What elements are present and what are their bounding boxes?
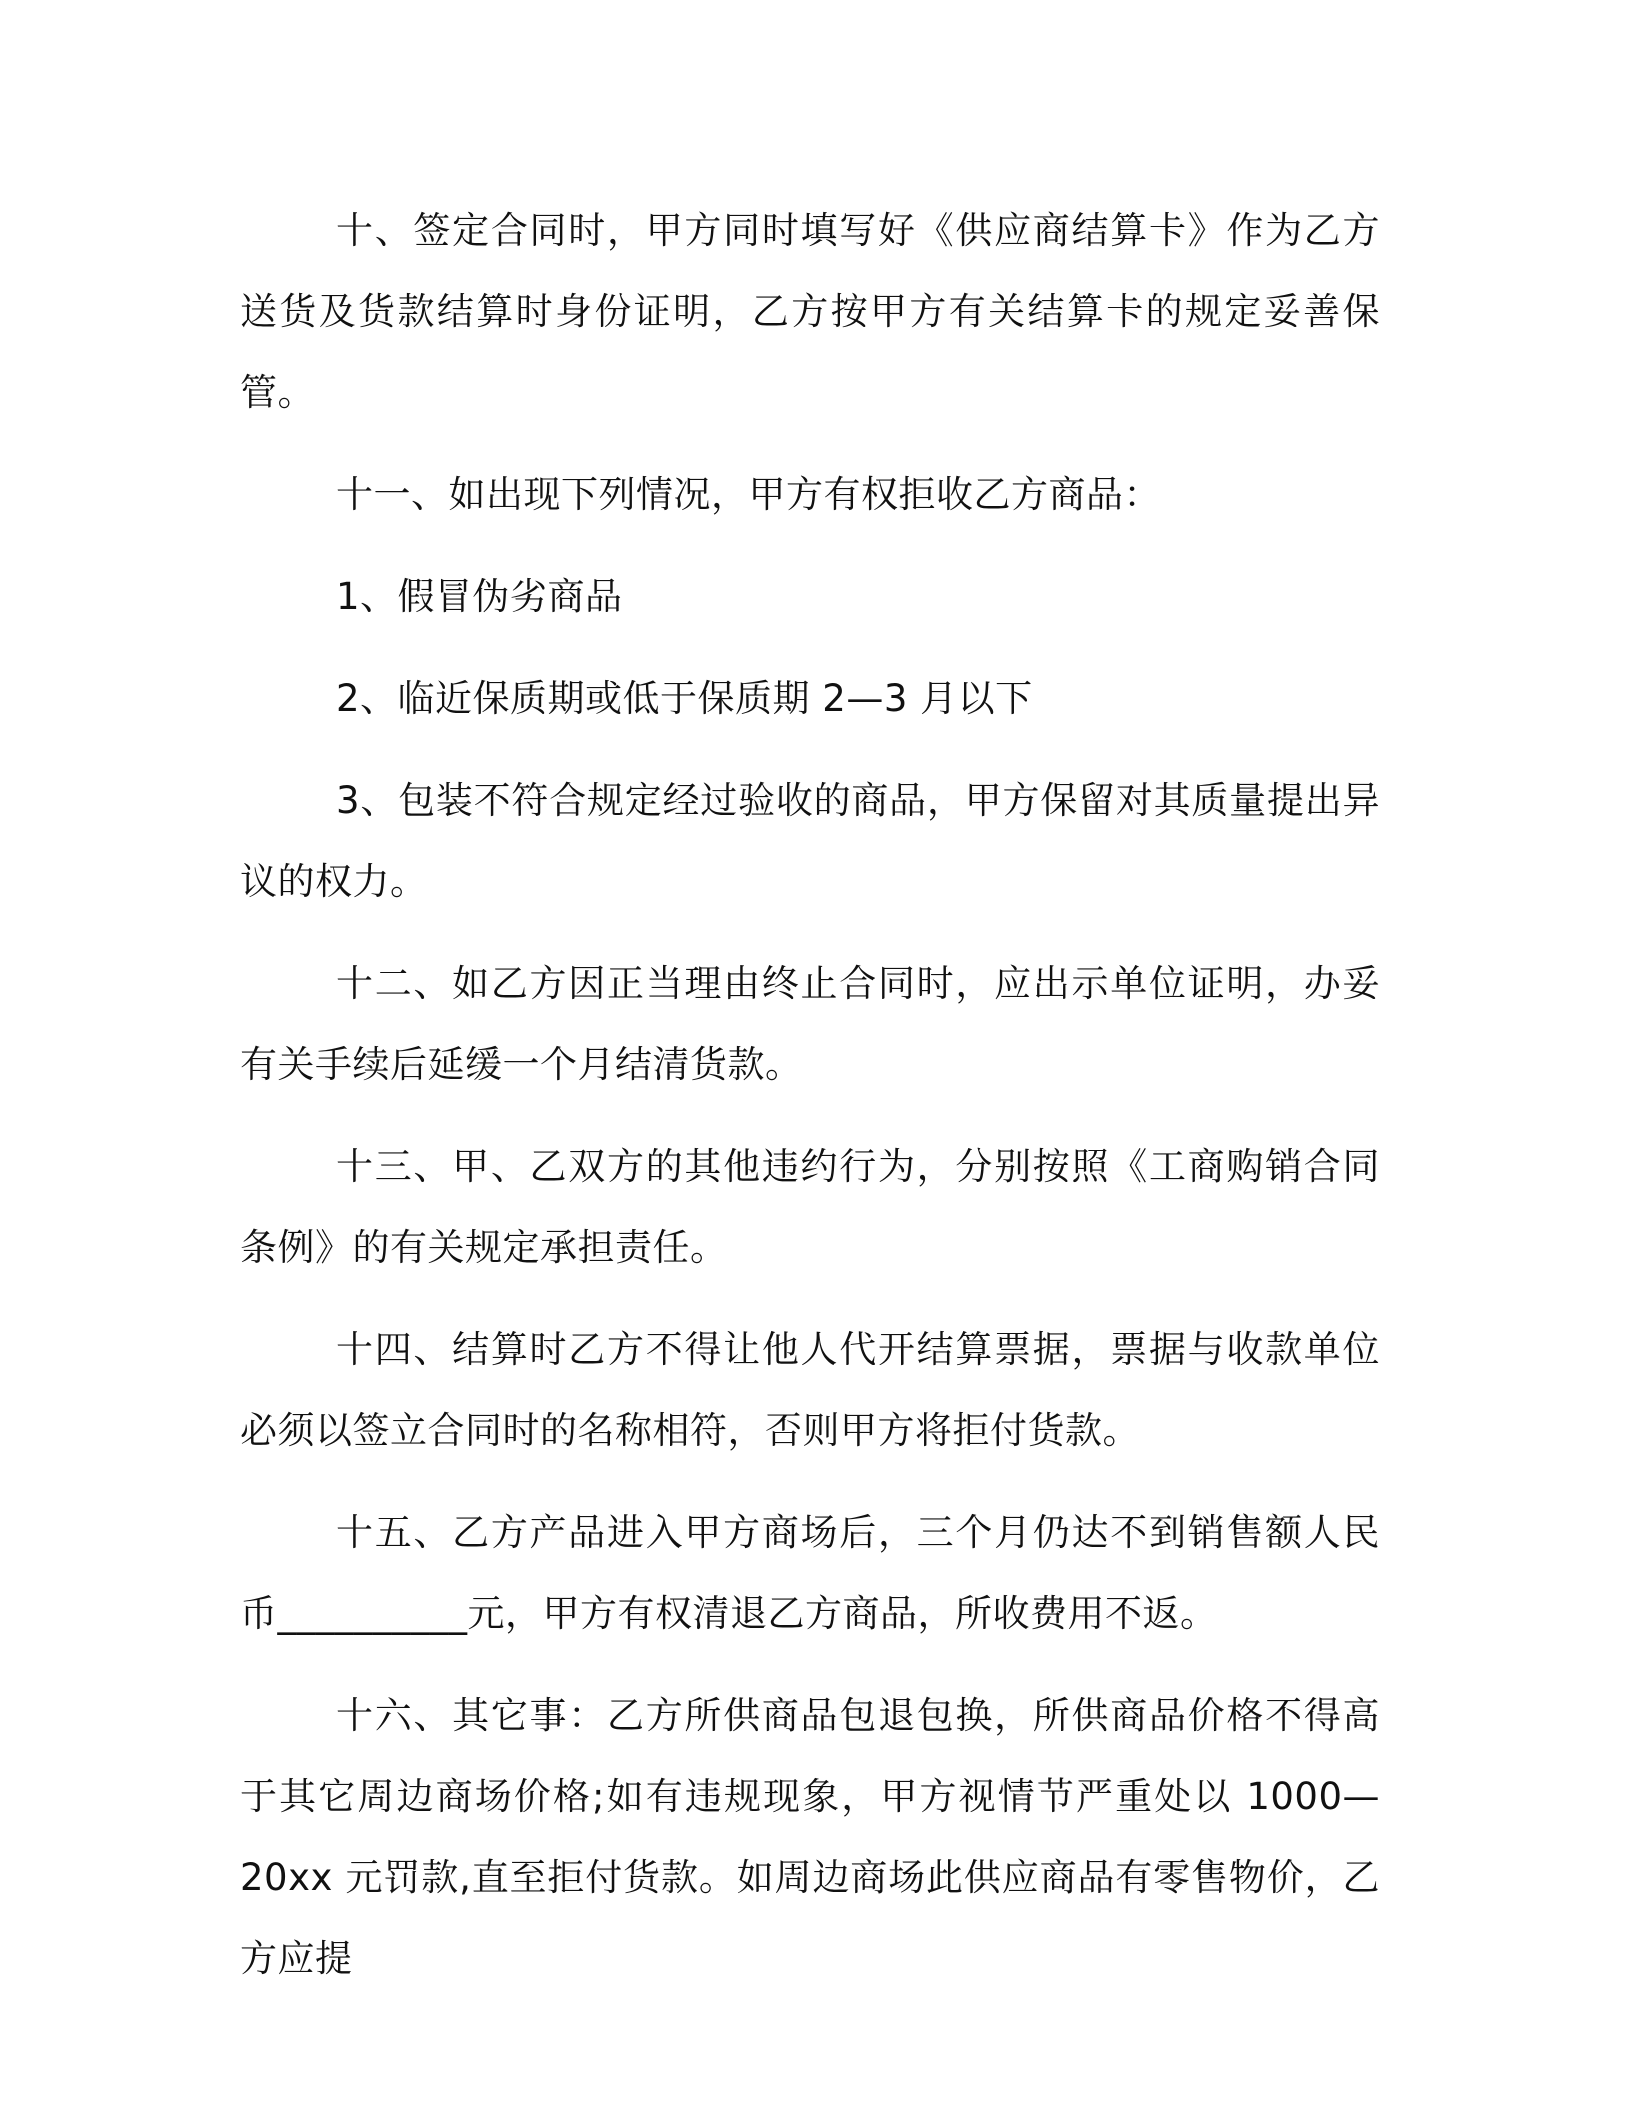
clause-11-item-2: 2、临近保质期或低于保质期 2—3 月以下 [336,677,1033,720]
clause-11-item-1: 1、假冒伪劣商品 [336,575,623,618]
clause-10: 十、签定合同时，甲方同时填写好《供应商结算卡》作为乙方送货及货款结算时身份证明，乙方按甲方有关结算卡的规定妥善保管。 [240,209,1380,414]
clause-16: 十六、其它事：乙方所供商品包退包换，所供商品价格不得高于其它周边商场价格;如有违规现象，甲方视情节严重处以 1000—20xx 元罚款,直至拒付货款。如周边商场此供应商品有零售物价，乙方应提 [240,1694,1380,1980]
clause-11: 十一、如出现下列情况，甲方有权拒收乙方商品： [336,473,1161,516]
document-page [240,190,1380,2020]
clause-15: 十五、乙方产品进入甲方商场后，三个月仍达不到销售额人民币__________元，甲方有权清退乙方商品，所收费用不返。 [240,1511,1380,1635]
clause-12: 十二、如乙方因正当理由终止合同时，应出示单位证明，办妥有关手续后延缓一个月结清货款。 [240,962,1380,1086]
clause-13: 十三、甲、乙双方的其他违约行为，分别按照《工商购销合同条例》的有关规定承担责任。 [240,1145,1380,1269]
clause-11-item-3: 3、包装不符合规定经过验收的商品，甲方保留对其质量提出异议的权力。 [240,779,1380,903]
clause-14: 十四、结算时乙方不得让他人代开结算票据，票据与收款单位必须以签立合同时的名称相符，否则甲方将拒付货款。 [240,1328,1380,1452]
